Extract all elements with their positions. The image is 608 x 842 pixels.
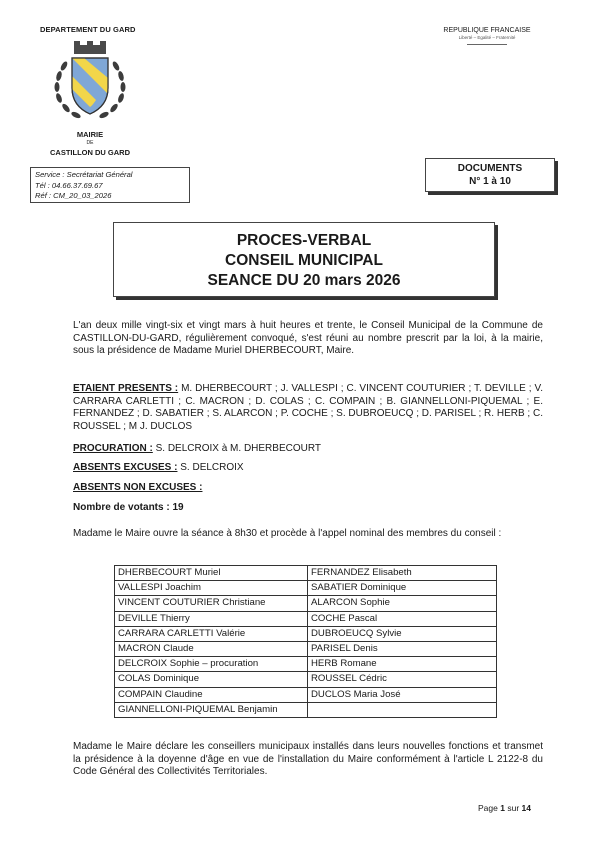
member-cell: CARRARA CARLETTI Valérie — [115, 626, 308, 641]
documents-label: DOCUMENTS — [457, 163, 523, 174]
documents-range: N° 1 à 10 — [469, 176, 511, 187]
table-row — [115, 672, 497, 687]
town-name: CASTILLON DU GARD — [50, 148, 130, 157]
member-cell — [308, 702, 497, 717]
appel-paragraph: Madame le Maire ouvre la séance à 8h30 et procède à l'appel nominal des membres du conseil : — [73, 528, 502, 539]
absents-non-excuses-line — [73, 482, 543, 495]
title-box — [113, 222, 495, 297]
member-cell: ALARCON Sophie — [308, 596, 497, 611]
procuration-label: PROCURATION : — [73, 443, 153, 454]
intro-paragraph: L'an deux mille vingt-six et vingt mars à huit heures et trente, le Conseil Municipal de la Commune de CASTILLON-DU-GARD, régulièrement convoqué, s'est réuni au nombre prescrit par la loi, à la mairie, sous la présidence de Madame Muriel DHERBECOURT, Maire. — [73, 320, 543, 357]
department-label: DEPARTEMENT DU GARD — [40, 25, 136, 34]
table-row — [115, 626, 497, 641]
table-row — [115, 611, 497, 626]
table-row — [115, 687, 497, 702]
member-cell: ROUSSEL Cédric — [308, 672, 497, 687]
member-cell: COLAS Dominique — [115, 672, 308, 687]
member-cell: DUBROEUCQ Sylvie — [308, 626, 497, 641]
votants-count: Nombre de votants : 19 — [73, 502, 184, 513]
members-table — [114, 565, 497, 718]
town-coat-of-arms-icon — [44, 36, 136, 128]
table-row — [115, 566, 497, 581]
member-cell: FERNANDEZ Elisabeth — [308, 566, 497, 581]
member-cell: DEVILLE Thierry — [115, 611, 308, 626]
service-line: Service : Secrétariat Général — [35, 170, 133, 179]
member-cell: COCHE Pascal — [308, 611, 497, 626]
presents-paragraph — [73, 383, 543, 433]
member-cell: DELCROIX Sophie – procuration — [115, 657, 308, 672]
page-word: Page — [478, 803, 498, 813]
absents-excuses-line — [73, 462, 543, 475]
member-cell: SABATIER Dominique — [308, 581, 497, 596]
member-cell: COMPAIN Claudine — [115, 687, 308, 702]
member-cell: VINCENT COUTURIER Christiane — [115, 596, 308, 611]
title-line-3: SEANCE DU 20 mars 2026 — [207, 272, 401, 289]
table-row — [115, 641, 497, 656]
member-cell: HERB Romane — [308, 657, 497, 672]
sur-word: sur — [507, 803, 520, 813]
mairie-block — [44, 129, 136, 158]
installation-paragraph: Madame le Maire déclare les conseillers municipaux installés dans leurs nouvelles fonctions et transmet la présidence à la doyenne d'âge en vue de l'installation du Maire conformément à l'article L 2122-8 du Code Général des Collectivités Territoriales. — [73, 741, 543, 778]
table-row — [115, 581, 497, 596]
member-cell: GIANNELLONI-PIQUEMAL Benjamin — [115, 702, 308, 717]
table-row — [115, 596, 497, 611]
member-cell: VALLESPI Joachim — [115, 581, 308, 596]
republic-motto: Liberté – Egalité – Fraternité — [458, 35, 516, 40]
page-total: 14 — [521, 803, 531, 813]
service-box — [30, 167, 190, 203]
phone-line: Tél : 04.66.37.69.67 — [35, 180, 103, 190]
procuration-text: S. DELCROIX à M. DHERBECOURT — [152, 443, 321, 454]
title-line-1: PROCES-VERBAL — [236, 232, 372, 249]
member-cell: DUCLOS Maria José — [308, 687, 497, 702]
presents-list: M. DHERBECOURT ; J. VALLESPI ; C. VINCENT COUTURIER ; T. DEVILLE ; V. CARRARA CARLETTI ; C. MACRON ; D. COLAS ; C. COMPAIN ; B. GIANNELLONI-PIQUEMAL ; E. FERNANDEZ ; D. SABATIER ; S. ALARCON ; P. COCHE ; S. DUBROEUCQ ; D. PARISEL ; R. HERB ; C. ROUSSEL ; M J. DUCLOS — [73, 383, 543, 432]
mairie-de: DE — [86, 140, 94, 146]
page-number: 1 — [500, 803, 505, 813]
republic-label: REPUBLIQUE FRANCAISE — [443, 27, 531, 34]
absents-excuses-label: ABSENTS EXCUSES : — [73, 462, 178, 473]
mairie-label: MAIRIE — [76, 130, 104, 139]
title-line-2: CONSEIL MUNICIPAL — [225, 252, 383, 269]
absents-excuses-text: S. DELCROIX — [177, 462, 244, 473]
absents-non-excuses-label: ABSENTS NON EXCUSES : — [73, 482, 203, 493]
member-cell: MACRON Claude — [115, 641, 308, 656]
procuration-line — [73, 443, 543, 456]
table-row — [115, 657, 497, 672]
member-cell: DHERBECOURT Muriel — [115, 566, 308, 581]
republic-block — [432, 27, 542, 45]
table-row — [115, 702, 497, 717]
presents-label: ETAIENT PRESENTS : — [73, 383, 179, 394]
page-footer — [478, 803, 531, 813]
motto-underline — [467, 44, 507, 45]
reference-line: Réf : CM_20_03_2026 — [35, 191, 112, 200]
documents-box — [425, 158, 555, 192]
member-cell: PARISEL Denis — [308, 641, 497, 656]
